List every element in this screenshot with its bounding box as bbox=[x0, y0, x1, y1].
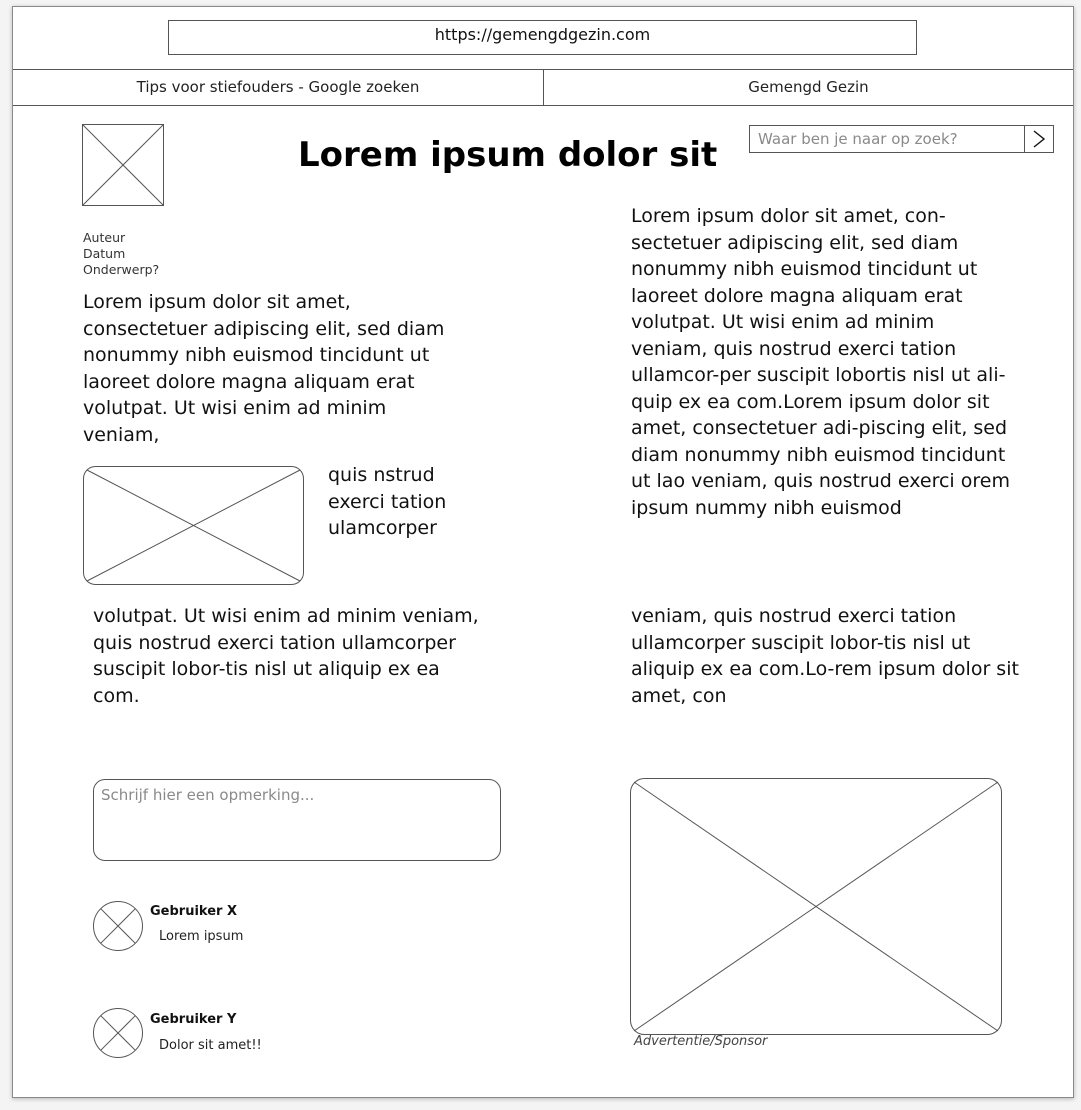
chevron-right-icon bbox=[1032, 130, 1046, 148]
meta-date: Datum bbox=[83, 246, 126, 261]
tab-label: Gemengd Gezin bbox=[748, 78, 869, 96]
article-paragraph-right-2: veniam, quis nostrud exerci tation ullamcorper suscipit lobor-tis nisl ut aliquip ex ea com.Lo-rem ipsum dolor sit amet, con bbox=[631, 605, 1019, 707]
comment-user-name: Gebruiker Y bbox=[150, 1012, 237, 1027]
search-bar bbox=[749, 125, 1054, 153]
avatar bbox=[93, 1008, 143, 1058]
article-meta bbox=[83, 230, 159, 278]
advertisement-placeholder[interactable] bbox=[630, 778, 1002, 1035]
search-submit-button[interactable] bbox=[1024, 126, 1053, 152]
article-title: Lorem ipsum dolor sit bbox=[298, 135, 718, 175]
article-paragraph-right-1: Lorem ipsum dolor sit amet, con-sectetuer adipiscing elit, sed diam nonummy nibh euismod tincidunt ut laoreet dolore magna aliquam erat volutpat. Ut wisi enim ad minim veniam, quis nostrud exerci tation ullamcor-per suscipit lobortis nisl ut ali-quip ex ea com.Lorem ipsum dolor sit amet, consectetuer adi-piscing elit, sed diam nonummy nibh euismod tincidunt ut lao veniam, quis nostrud exerci orem ipsum nummy nibh euismod bbox=[631, 205, 1010, 519]
comment-user-name: Gebruiker X bbox=[150, 904, 237, 919]
article-paragraph-left-3: volutpat. Ut wisi enim ad minim veniam, quis nostrud exerci tation ullamcorper suscipit lobor-tis nisl ut aliquip ex ea com. bbox=[93, 605, 479, 707]
article-paragraph-left-1: Lorem ipsum dolor sit amet, consectetuer adipiscing elit, sed diam nonummy nibh euismod tincidunt ut laoreet dolore magna aliquam erat volutpat. Ut wisi enim ad minim veniam, bbox=[83, 291, 445, 446]
author-image-placeholder bbox=[82, 124, 164, 206]
meta-author: Auteur bbox=[83, 230, 126, 245]
article-paragraph-left-2: quis nstrud exerci tation ulamcorper bbox=[328, 464, 447, 539]
address-bar[interactable] bbox=[168, 20, 917, 55]
meta-subject: Onderwerp? bbox=[83, 262, 160, 277]
search-input[interactable] bbox=[750, 126, 1024, 152]
address-bar-url: https://gemengdgezin.com bbox=[434, 25, 651, 44]
comment-text: Lorem ipsum bbox=[159, 929, 244, 944]
inline-image-placeholder bbox=[83, 466, 304, 585]
tab-label: Tips voor stiefouders - Google zoeken bbox=[136, 78, 420, 96]
tab-google-search[interactable] bbox=[13, 70, 544, 105]
tab-bar bbox=[13, 69, 1073, 106]
comment-text: Dolor sit amet!! bbox=[159, 1038, 262, 1053]
page-frame bbox=[12, 6, 1074, 1098]
comment-input[interactable] bbox=[101, 786, 493, 854]
comment-box bbox=[93, 779, 501, 861]
avatar bbox=[93, 901, 143, 951]
tab-gemengd-gezin[interactable] bbox=[544, 70, 1073, 105]
ad-caption: Advertentie/Sponsor bbox=[634, 1034, 768, 1049]
